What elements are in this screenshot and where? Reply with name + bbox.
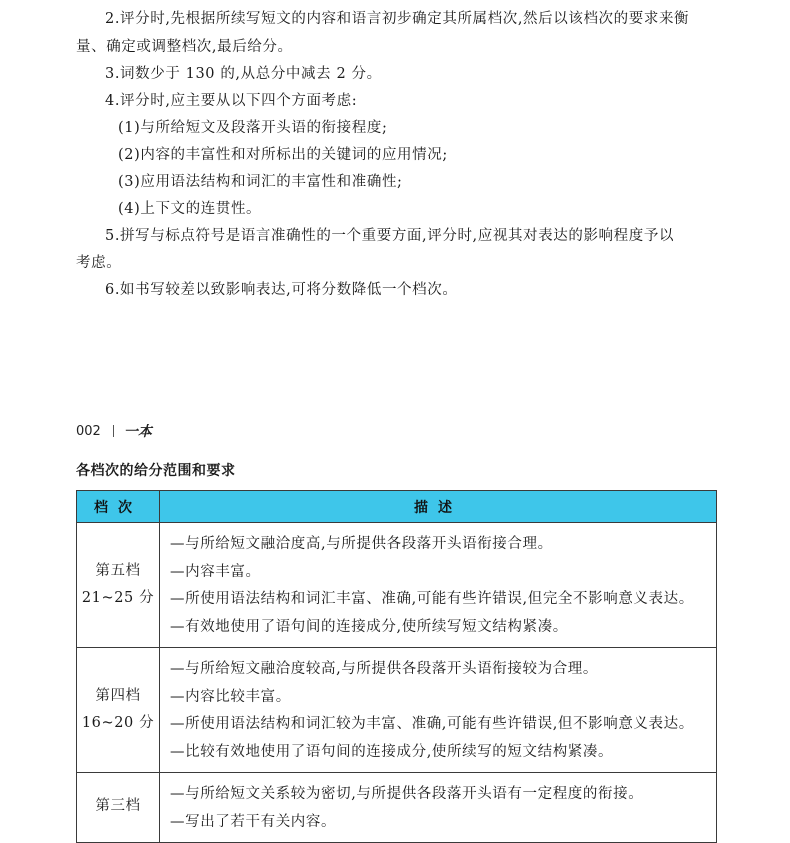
rule-3: 3.词数少于 130 的,从总分中减去 2 分。 [105,66,382,82]
rule-4-sub-1: (1)与所给短文及段落开头语的衔接程度; [118,120,388,136]
table-row [77,773,717,843]
score-range: 16~20 分 [81,715,155,731]
rule-4: 4.评分时,应主要从以下四个方面考虑: [105,93,358,109]
section-title: 各档次的给分范围和要求 [76,463,236,479]
grading-table [76,490,717,843]
rule-4-sub-2: (2)内容的丰富性和对所标出的关键词的应用情况; [118,147,448,163]
criterion: —所使用语法结构和词汇丰富、准确,可能有些许错误,但完全不影响意义表达。 [170,591,694,607]
header-description: 描述 [160,491,717,523]
level-cell [77,648,160,773]
criterion: —写出了若干有关内容。 [170,813,337,830]
header-level: 档次 [77,491,160,523]
level-name: 第四档 [95,687,141,704]
rule-2-line-2: 量、确定或调整档次,最后给分。 [76,39,293,55]
criterion: —与所给短文融洽度高,与所提供各段落开头语衔接合理。 [170,536,553,552]
brand-logo: 一本 [123,424,152,440]
table-row [77,523,717,648]
description-cell [160,648,717,773]
criterion: —内容比较丰富。 [170,688,291,705]
table-row [77,648,717,773]
header-divider [113,425,114,437]
level-name: 第三档 [95,798,141,814]
criterion: —所使用语法结构和词汇较为丰富、准确,可能有些许错误,但不影响意义表达。 [170,716,694,732]
rule-5-line-1: 5.拼写与标点符号是语言准确性的一个重要方面,评分时,应视其对表达的影响程度予以 [105,228,675,244]
criterion: —与所给短文关系较为密切,与所提供各段落开头语有一定程度的衔接。 [170,786,644,802]
criterion: —有效地使用了语句间的连接成分,使所续写短文结构紧凑。 [170,618,568,635]
table-header-row [77,491,717,523]
level-cell [77,523,160,648]
level-name: 第五档 [95,562,141,579]
rule-6: 6.如书写较差以致影响表达,可将分数降低一个档次。 [105,282,458,298]
criterion: —比较有效地使用了语句间的连接成分,使所续写的短文结构紧凑。 [170,743,614,760]
criterion: —与所给短文融洽度较高,与所提供各段落开头语衔接较为合理。 [170,661,599,677]
page-number: 002 [76,423,101,439]
description-cell [160,523,717,648]
rule-4-sub-4: (4)上下文的连贯性。 [118,201,262,217]
rule-5-line-2: 考虑。 [76,255,122,271]
description-cell [160,773,717,843]
criterion: —内容丰富。 [170,563,261,580]
rule-4-sub-3: (3)应用语法结构和词汇的丰富性和准确性; [118,174,403,190]
page-header [76,421,152,441]
score-range: 21~25 分 [81,590,155,606]
level-cell [77,773,160,843]
rule-2-line-1: 2.评分时,先根据所续写短文的内容和语言初步确定其所属档次,然后以该档次的要求来衡 [105,11,690,27]
